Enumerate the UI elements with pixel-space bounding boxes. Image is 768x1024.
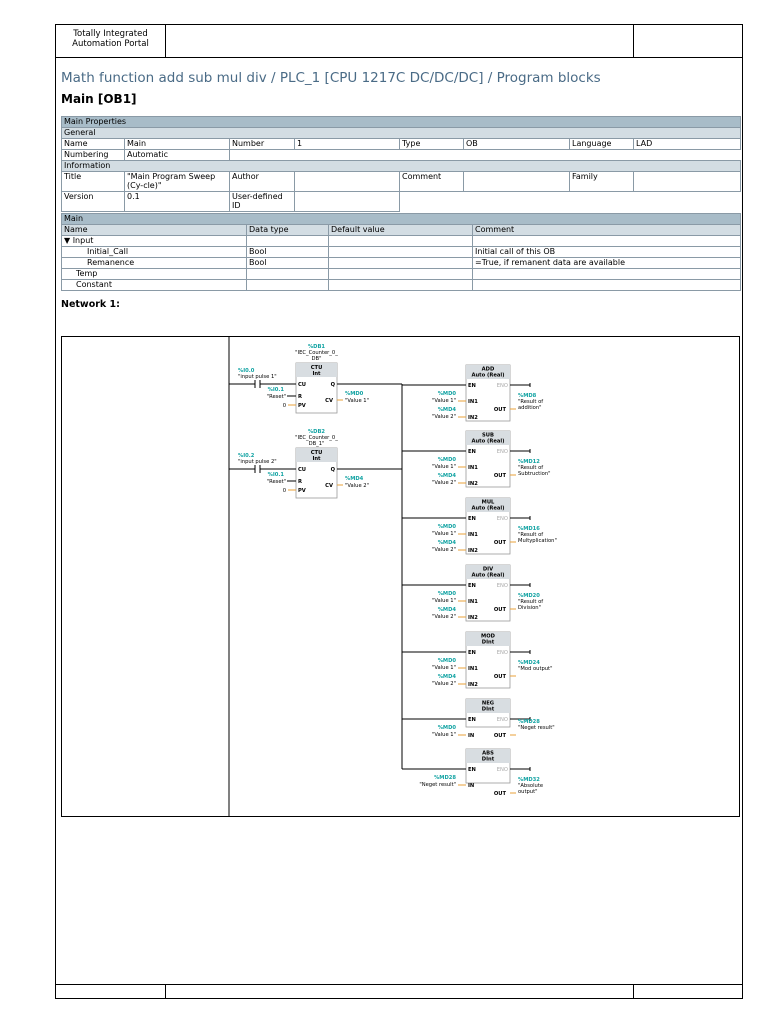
network-title: Network 1:: [61, 299, 120, 310]
in1-name: "Value 1": [432, 398, 456, 404]
out-address: %MD32: [518, 777, 540, 783]
in1-address: %MD0: [437, 658, 456, 664]
pin-en: EN: [468, 767, 476, 773]
pin-eno: ENO: [496, 650, 508, 656]
pin-cv: CV: [325, 483, 333, 489]
in1-name: "Value 1": [432, 665, 456, 671]
in1-name: "Value 1": [432, 732, 456, 738]
in2-address: %MD4: [437, 473, 456, 479]
out-name: Division": [518, 605, 541, 611]
number-label: Number: [230, 139, 295, 150]
in1-name: "Value 1": [432, 531, 456, 537]
pin-in1: IN: [468, 783, 475, 789]
table-row: [62, 280, 741, 291]
pin-out: OUT: [493, 473, 506, 479]
block-title: Main [OB1]: [61, 92, 137, 106]
name-value: Main: [125, 139, 230, 150]
in1-address: %MD0: [437, 457, 456, 463]
pin-pv: PV: [298, 403, 306, 409]
interface-table: [61, 213, 741, 291]
pin-in1: IN: [468, 733, 475, 739]
out-name: "Neget result": [518, 725, 555, 731]
math-op: NEG: [481, 700, 495, 707]
pin-eno: ENO: [496, 516, 508, 522]
name-label: Name: [62, 139, 125, 150]
out-name: "Mod output": [518, 666, 553, 672]
pin-cv: CV: [325, 398, 333, 404]
comment-value: [464, 172, 570, 192]
reset-name: "Reset": [266, 394, 286, 400]
row-name[interactable]: ▼ Input: [62, 236, 247, 247]
cv-name: "Value 1": [345, 398, 369, 404]
table-row: Remanence Bool =True, if remanent data are available: [62, 258, 741, 269]
pin-r: R: [298, 394, 302, 400]
pin-r: R: [298, 479, 302, 485]
ladder-diagram: [61, 336, 740, 817]
counter-datatype: Int: [312, 456, 321, 462]
pv-value: 0: [282, 403, 286, 409]
counter-db-name: DB_1": [308, 441, 325, 447]
in2-name: "Value 2": [432, 480, 456, 486]
version-label: Version: [62, 192, 125, 212]
math-op: MOD: [481, 633, 495, 640]
out-name: Multyplication": [518, 538, 557, 544]
out-name: "Result of: [518, 599, 544, 605]
in2-address: %MD4: [437, 540, 456, 546]
page-title: Math function add sub mul div / PLC_1 [CPU 1217C DC/DC/DC] / Program blocks: [61, 70, 601, 86]
cv-name: "Value 2": [345, 483, 369, 489]
in1-name: "Neget result": [419, 782, 456, 788]
cv-address: %MD4: [345, 476, 364, 482]
in2-address: %MD4: [437, 407, 456, 413]
out-name: "Absolute: [518, 783, 544, 789]
ladder-svg: [62, 337, 739, 816]
title-label: Title: [62, 172, 125, 192]
math-datatype: DInt: [481, 756, 495, 763]
pin-out: OUT: [493, 791, 506, 797]
col-name: Name: [62, 225, 247, 236]
interface-section: Main: [62, 214, 741, 225]
pin-eno: ENO: [496, 717, 508, 723]
footer-right-cell: [633, 984, 743, 999]
out-address: %MD20: [518, 593, 540, 599]
pin-eno: ENO: [496, 767, 508, 773]
in1-address: %MD0: [437, 391, 456, 397]
in1-name: "Value 1": [432, 464, 456, 470]
row-name: Remanence: [62, 258, 247, 269]
math-op: ADD: [481, 366, 495, 373]
udid-label: User-defined ID: [230, 192, 295, 212]
in1-address: %MD0: [437, 524, 456, 530]
out-address: %MD12: [518, 459, 540, 465]
out-address: %MD8: [518, 393, 537, 399]
pin-cu: CU: [298, 382, 307, 388]
udid-value: [295, 192, 400, 212]
pin-eno: ENO: [496, 383, 508, 389]
table-row: Initial_Call Bool Initial call of this OB: [62, 247, 741, 258]
out-name: "Result of: [518, 465, 544, 471]
pin-in2: IN2: [468, 481, 478, 487]
in1-address: %MD0: [437, 591, 456, 597]
header-middle-cell: [165, 24, 634, 58]
numbering-label: Numbering: [62, 150, 125, 161]
math-datatype: DInt: [481, 706, 495, 713]
pin-en: EN: [468, 516, 476, 522]
table-row: [62, 236, 741, 247]
pin-pv: PV: [298, 488, 306, 494]
pin-en: EN: [468, 650, 476, 656]
pin-en: EN: [468, 717, 476, 723]
footer-left-cell: [55, 984, 166, 999]
language-label: Language: [570, 139, 634, 150]
in2-name: "Value 2": [432, 614, 456, 620]
reset-name: "Reset": [266, 479, 286, 485]
pin-en: EN: [468, 449, 476, 455]
pin-q: Q: [330, 467, 335, 473]
section-general: General: [62, 128, 741, 139]
counter-db-address: %DB1: [307, 344, 326, 350]
version-value: 0.1: [125, 192, 230, 212]
type-label: Type: [400, 139, 464, 150]
type-value: OB: [464, 139, 570, 150]
pin-q: Q: [330, 382, 335, 388]
author-label: Author: [230, 172, 295, 192]
math-datatype: Auto (Real): [471, 438, 505, 445]
in1-address: %MD28: [434, 775, 456, 781]
header-logo-cell: [55, 24, 166, 58]
pin-eno: ENO: [496, 583, 508, 589]
section-information: Information: [62, 161, 741, 172]
comment-label: Comment: [400, 172, 464, 192]
number-value: 1: [295, 139, 400, 150]
contact-address: %I0.2: [238, 453, 255, 459]
counter-db-name: DB": [311, 356, 322, 362]
row-name: Temp: [62, 269, 247, 280]
counter-db-name: "IEC_Counter_0_: [295, 350, 338, 356]
row-name: Initial_Call: [62, 247, 247, 258]
contact-name: "input pulse 1": [238, 374, 277, 380]
out-name: addition": [518, 405, 542, 411]
pin-cu: CU: [298, 467, 307, 473]
contact-address: %I0.0: [238, 368, 255, 374]
math-datatype: Auto (Real): [471, 372, 505, 379]
properties-table: [61, 116, 741, 212]
author-value: [295, 172, 400, 192]
footer-middle-cell: [165, 984, 634, 999]
pin-in2: IN2: [468, 615, 478, 621]
col-default: Default value: [329, 225, 473, 236]
table-row: [62, 269, 741, 280]
header-right-cell: [633, 24, 743, 58]
col-datatype: Data type: [247, 225, 329, 236]
pin-en: EN: [468, 583, 476, 589]
row-name: Constant: [62, 280, 247, 291]
out-name: "Result of: [518, 532, 544, 538]
out-address: %MD24: [518, 660, 540, 666]
out-name: output": [518, 789, 538, 795]
family-value: [634, 172, 741, 192]
in1-address: %MD0: [437, 725, 456, 731]
math-op: SUB: [482, 432, 494, 439]
pin-out: OUT: [493, 540, 506, 546]
math-datatype: DInt: [481, 639, 495, 646]
math-op: DIV: [482, 566, 494, 573]
section-main-properties: Main Properties: [62, 117, 741, 128]
language-value: LAD: [634, 139, 741, 150]
math-op: MUL: [481, 499, 495, 506]
in2-name: "Value 2": [432, 681, 456, 687]
pin-out: OUT: [493, 607, 506, 613]
math-op: ABS: [482, 750, 494, 757]
pin-eno: ENO: [496, 449, 508, 455]
col-comment: Comment: [473, 225, 741, 236]
header-line2: Automation Portal: [72, 39, 149, 49]
out-address: %MD28: [518, 719, 540, 725]
in2-address: %MD4: [437, 607, 456, 613]
reset-address: %I0.1: [267, 472, 284, 478]
in1-name: "Value 1": [432, 598, 456, 604]
math-datatype: Auto (Real): [471, 505, 505, 512]
cv-address: %MD0: [345, 391, 364, 397]
pin-in1: IN1: [468, 532, 478, 538]
in2-address: %MD4: [437, 674, 456, 680]
pin-in1: IN1: [468, 599, 478, 605]
math-datatype: Auto (Real): [471, 572, 505, 579]
counter-datatype: Int: [312, 371, 321, 377]
counter-type: CTU: [310, 450, 323, 456]
title-value: "Main Program Sweep (Cy-cle)": [125, 172, 230, 192]
out-name: Subtruction": [518, 471, 551, 477]
in2-name: "Value 2": [432, 547, 456, 553]
pin-en: EN: [468, 383, 476, 389]
pin-in2: IN2: [468, 415, 478, 421]
pin-out: OUT: [493, 674, 506, 680]
out-name: "Result of: [518, 399, 544, 405]
header-line1: Totally Integrated: [73, 29, 148, 39]
pin-in2: IN2: [468, 548, 478, 554]
out-address: %MD16: [518, 526, 540, 532]
contact-name: "input pulse 2": [238, 459, 277, 465]
counter-type: CTU: [310, 365, 323, 371]
counter-db-address: %DB2: [307, 429, 326, 435]
in2-name: "Value 2": [432, 414, 456, 420]
pin-in1: IN1: [468, 666, 478, 672]
pin-in2: IN2: [468, 682, 478, 688]
pin-in1: IN1: [468, 465, 478, 471]
pin-out: OUT: [493, 407, 506, 413]
family-label: Family: [570, 172, 634, 192]
reset-address: %I0.1: [267, 387, 284, 393]
pv-value: 0: [282, 488, 286, 494]
pin-out: OUT: [493, 733, 506, 739]
numbering-value: Automatic: [125, 150, 230, 161]
counter-db-name: "IEC_Counter_0_: [295, 435, 338, 441]
pin-in1: IN1: [468, 399, 478, 405]
